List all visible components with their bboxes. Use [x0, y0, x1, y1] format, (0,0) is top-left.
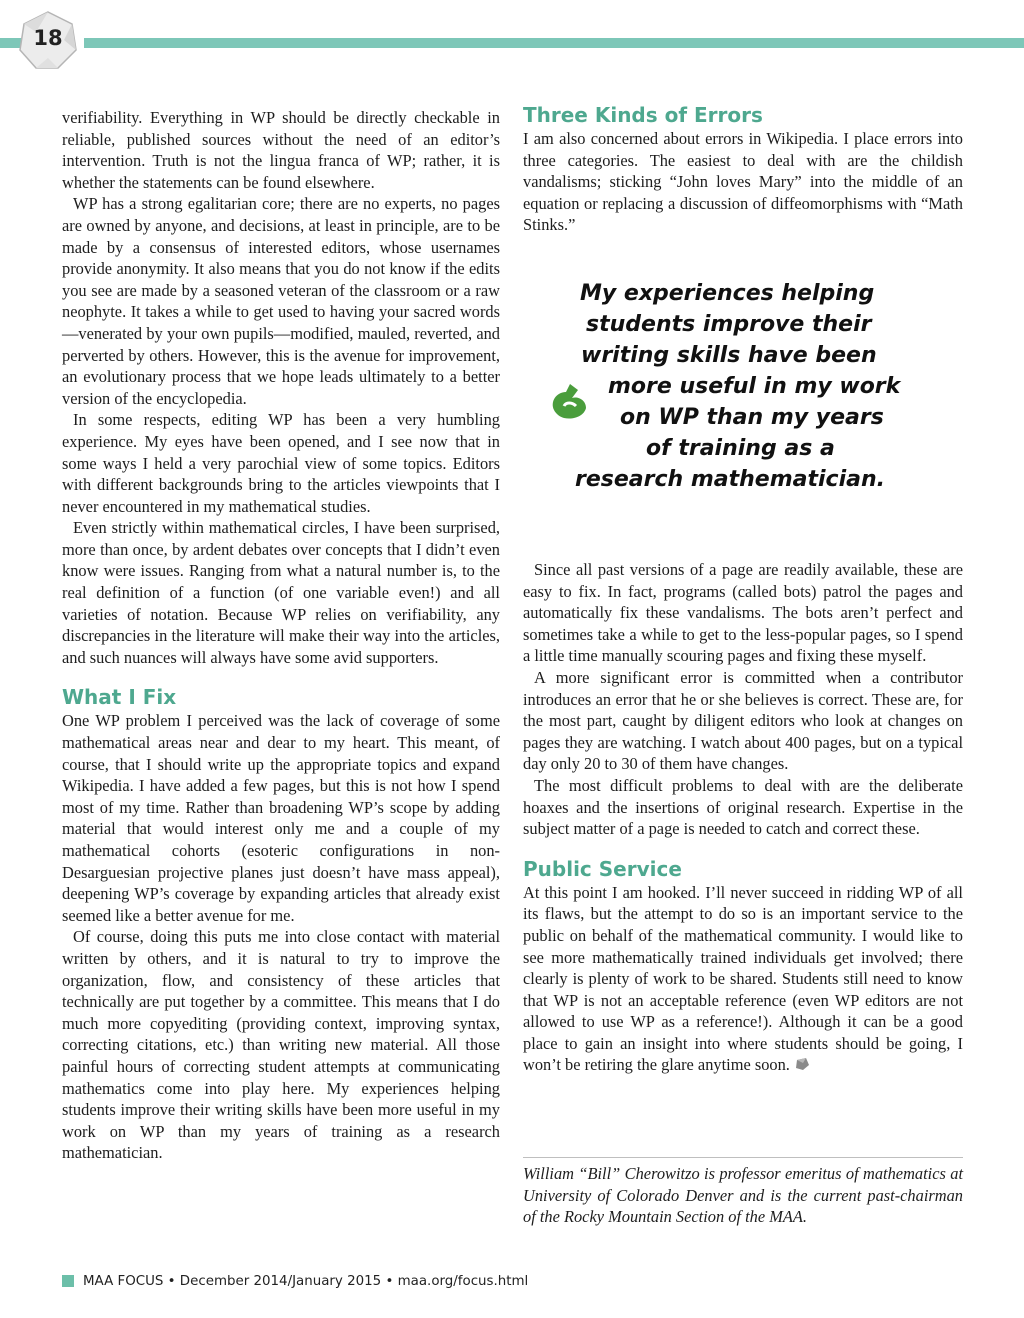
pull-quote-line: on WP than my years	[620, 405, 884, 430]
heading-what-i-fix: What I Fix	[62, 685, 177, 710]
pull-quote-line: more useful in my work	[608, 374, 901, 399]
right-paragraph-5	[523, 882, 963, 1076]
header-rule	[0, 38, 1024, 48]
right-column-top	[523, 102, 963, 236]
page-number: 18	[33, 26, 63, 50]
bio-divider	[523, 1157, 963, 1158]
pull-quote	[548, 278, 938, 498]
pull-quote-line: research mathematician.	[575, 467, 885, 492]
author-bio: William “Bill” Cherowitzo is professor emeritus of mathematics at University of Colorado Denver and is the current past-chairman of the Rocky Mountain Section of the MAA.	[523, 1164, 963, 1227]
left-paragraph-6: Of course, doing this puts me into close contact with material written by others, and it is natural to try to improve the organization, flow, and consistency of these articles that technically are put together by a committee. This means that I do much more copyediting (providing context, improving syntax, correcting citations, etc.) than writing new material. All those painful hours of correcting student attempts at communicating mathematics come into play here. My experiences helping students improve their writing skills have been more useful in my work on WP than my years of training as a research mathematician.	[62, 927, 500, 1163]
footer-square-icon	[62, 1275, 74, 1287]
footer-text: MAA FOCUS • December 2014/January 2015 • maa.org/focus.html	[83, 1273, 529, 1289]
quote-mark-icon	[548, 380, 590, 422]
heading-three-kinds-of-errors: Three Kinds of Errors	[523, 103, 763, 127]
left-paragraph-5: One WP problem I perceived was the lack of coverage of some mathematical areas near and dear to my heart. This meant, of course, that I should write up the appropriate topics and expand Wikipedia. I have added a few pages, but this is not how I spend most of my time. Rather than broadening WP’s scope by adding material that would interest only me and a couple of my mathematical cohorts (esoteric configurations in non-Desarguesian projective planes just doesn’t have mass appeal), deepening WP’s coverage by expanding articles that already exist seemed like a better avenue for me.	[62, 711, 500, 925]
pull-quote-line: My experiences helping	[580, 281, 875, 306]
left-paragraph-3: In some respects, editing WP has been a very humbling experience. My eyes have been opened, and I see now that in some ways I held a very parochial view of some topics. Editors with different backgrounds bring to the articles viewpoints that I never encountered in my mathematical studies.	[62, 410, 500, 516]
footer	[62, 1271, 528, 1291]
left-column	[62, 107, 500, 1164]
left-paragraph-4: Even strictly within mathematical circles, I have been surprised, more than once, by ardent debates over concepts that I didn’t even know were issues. Ranging from what a natural number is, to the real definition of a function (of one variable even!) and all varieties of notation. Because WP relies on verifiability, any discrepancies in the literature will make their way into the articles, and such nuances will always have some avid supporters.	[62, 518, 500, 667]
heading-public-service: Public Service	[523, 856, 682, 881]
right-paragraph-2: Since all past versions of a page are readily available, these are easy to fix. In fact, programs (called bots) patrol the pages and automatically fix these vandalisms. The bots aren’t perfect and sometimes take a while to get to the less-popular pages, so I spend a little time manually scouring pages and fixing these myself.	[523, 560, 963, 666]
pull-quote-line: writing skills have been	[581, 343, 877, 368]
pull-quote-line: of training as a	[646, 436, 835, 461]
right-paragraph-4: The most difficult problems to deal with are the deliberate hoaxes and the insertions of original research. Expertise in the subject matter of a page is needed to catch and correct these.	[523, 775, 963, 839]
right-column-bottom	[523, 559, 963, 1076]
left-paragraph-1: verifiability. Everything in WP should be directly checkable in reliable, published sources without the need of an editor’s intervention. Truth is not the lingua franca of WP; rather, it is whether the statements can be found elsewhere.	[62, 108, 500, 192]
end-mark-icon	[794, 1057, 810, 1071]
right-paragraph-1: I am also concerned about errors in Wikipedia. I place errors into three categories. The easiest to deal with are the childish vandalisms; sticking “John loves Mary” into the middle of an equation or replacing a discussion of diffeomorphisms with “Math Stinks.”	[523, 129, 963, 235]
pull-quote-line: students improve their	[586, 312, 872, 337]
left-paragraph-2: WP has a strong egalitarian core; there are no experts, no pages are owned by anyone, and decisions, at least in principle, are to be made by a consensus of interested editors, whose usernames provide anonymity. It also means that you do not know if the edits you see are made by a seasoned veteran of the classroom or a raw neophyte. It takes a while to get used to having your sacred words—venerated by your own pupils—modified, mauled, reverted, and perverted by others. However, this is the avenue for improvement, an evolutionary process that we hope leads ultimately to a better version of the encyclopedia.	[62, 194, 500, 408]
right-paragraph-5-text: At this point I am hooked. I’ll never succeed in ridding WP of all its flaws, but the attempt to do so is an important service to the public on behalf of the mathematical community. I would like to see more mathematically trained individuals get involved; there clearly is plenty of work to be shared. Students still need to know that WP is not an acceptable reference (even WP editors are not allowed to use WP as a reference!). Although it can be a good place to gain an insight into where students should be going, I won’t be retiring the glare anytime soon.	[523, 882, 963, 1075]
right-paragraph-3: A more significant error is committed when a contributor introduces an error that he or she believes is correct. These are, for the most part, caught by diligent editors who look at changes on pages they are watching. I watch about 400 pages, but on a typical day only 20 to 30 of them have changes.	[523, 667, 963, 774]
